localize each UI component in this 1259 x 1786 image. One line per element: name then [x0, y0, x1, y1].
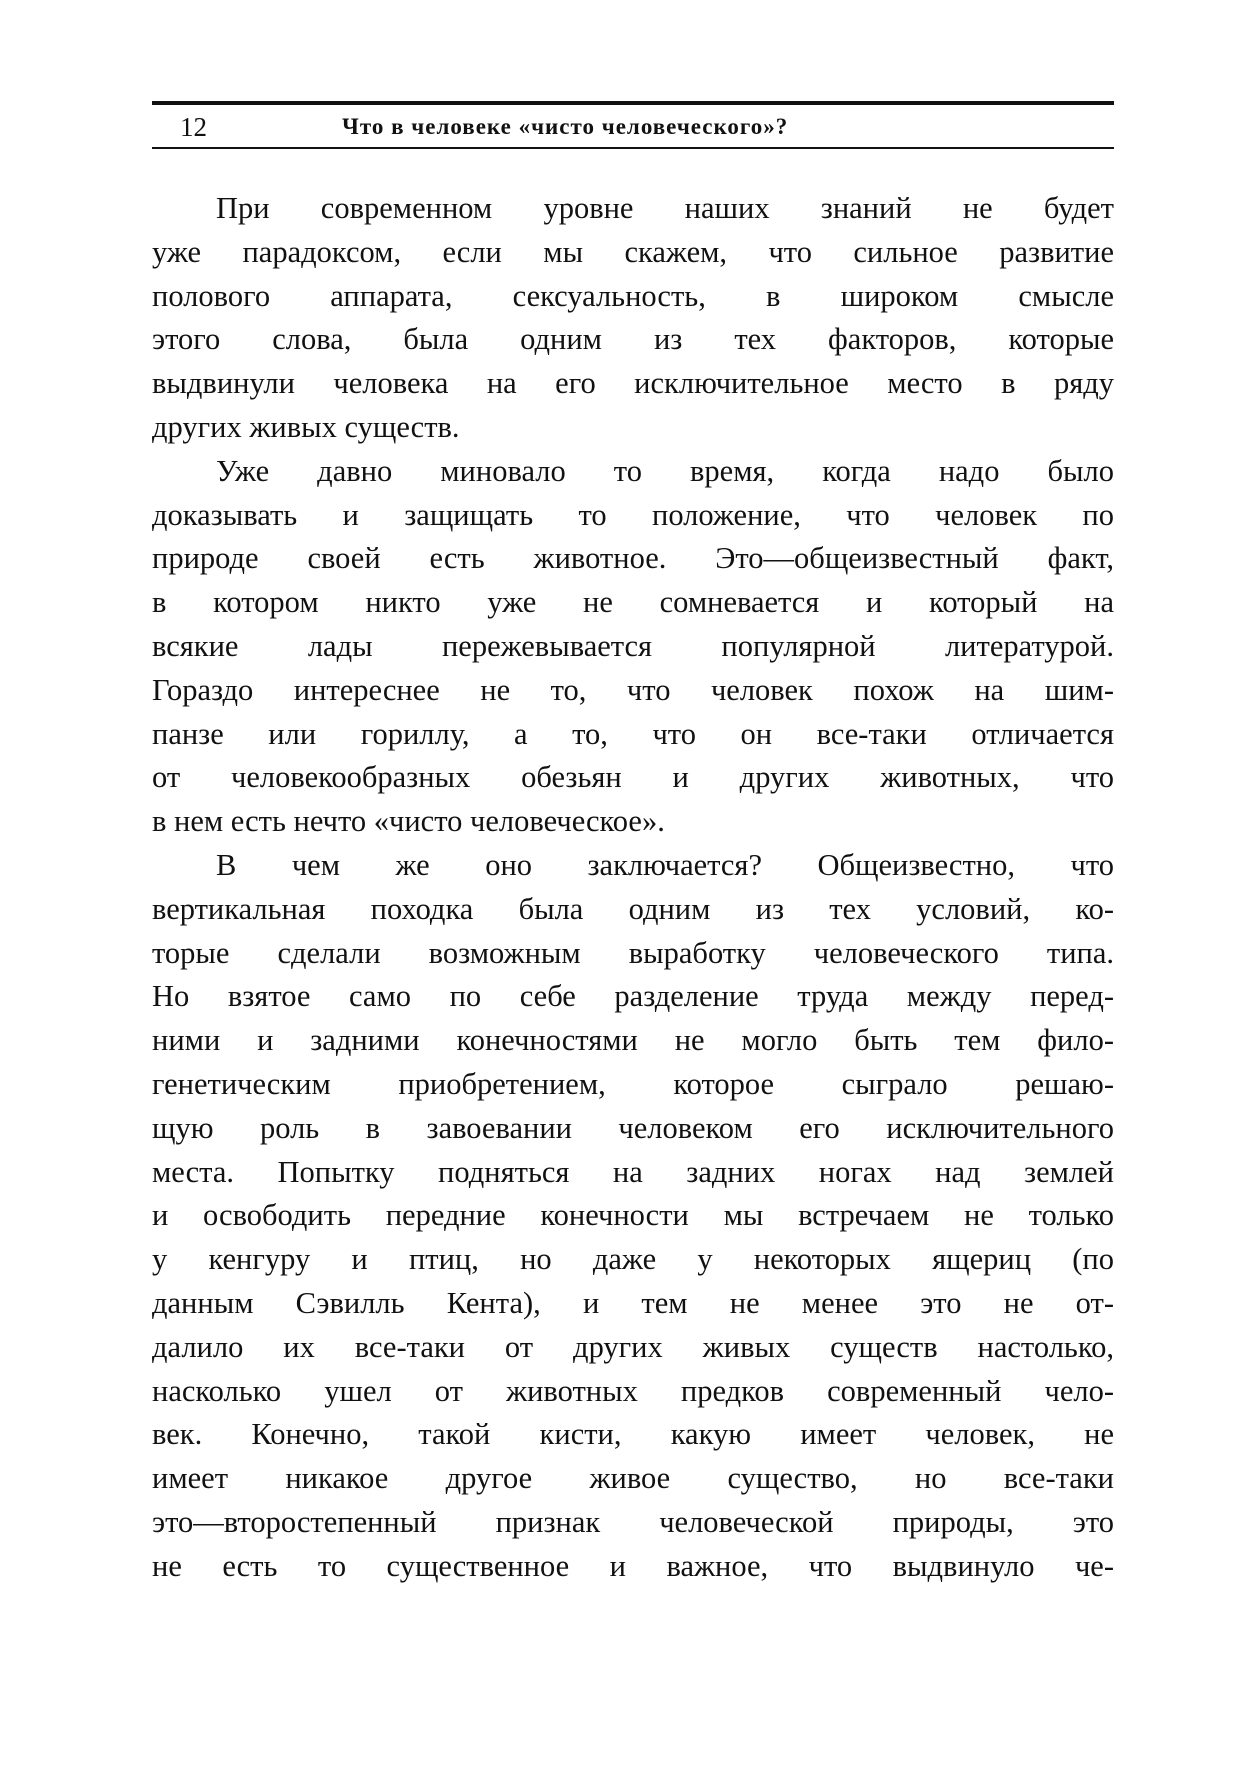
text-line: и освободить передние конечности мы встречаем не только	[152, 1198, 1114, 1233]
text-line: вертикальная походка была одним из тех условий, ко-	[152, 891, 1114, 926]
text-line: ними и задними конечностями не могло быть тем фило-	[152, 1023, 1114, 1058]
text-line: в котором никто уже не сомневается и который на	[152, 585, 1114, 620]
text-line: всякие лады пережевывается популярной литературой.	[152, 628, 1114, 663]
text-line: щую роль в завоевании человеком его исключительного	[152, 1110, 1114, 1145]
text-line: торые сделали возможным выработку человеческого типа.	[152, 935, 1114, 970]
text-line: данным Сэвилль Кента), и тем не менее это не от-	[152, 1285, 1114, 1320]
text-line: насколько ушел от животных предков современный чело-	[152, 1373, 1114, 1408]
text-line: этого слова, была одним из тех факторов, которые	[152, 322, 1114, 357]
text-line: Но взятое само по себе разделение труда между перед-	[152, 979, 1114, 1014]
page-number: 12	[180, 112, 207, 142]
text-line: век. Конечно, такой кисти, какую имеет человек, не	[152, 1417, 1114, 1452]
text-line: панзе или гориллу, а то, что он все-таки отличается	[152, 716, 1114, 751]
text-line: В чем же оно заключается? Общеизвестно, что	[216, 847, 1114, 882]
text-line: других живых существ.	[152, 409, 460, 444]
text-line: далило их все-таки от других живых существ настолько,	[152, 1329, 1114, 1364]
text-line: Гораздо интереснее не то, что человек похож на шим-	[152, 672, 1114, 707]
text-line: природе своей есть животное. Это—общеизвестный факт,	[152, 541, 1114, 576]
text-line: от человекообразных обезьян и других животных, что	[152, 760, 1114, 795]
text-line: уже парадоксом, если мы скажем, что сильное развитие	[152, 234, 1114, 269]
running-head-title: Что в человеке «чисто человеческого»?	[342, 114, 789, 139]
body-text	[152, 187, 1114, 1589]
text-line: генетическим приобретением, которое сыграло решаю-	[152, 1066, 1114, 1101]
text-line: При современном уровне наших знаний не будет	[216, 191, 1114, 225]
text-line: выдвинули человека на его исключительное место в ряду	[152, 366, 1114, 401]
text-line: это—второстепенный признак человеческой природы, это	[152, 1504, 1114, 1539]
running-head	[152, 108, 1114, 146]
text-line: полового аппарата, сексуальность, в широком смысле	[152, 278, 1114, 313]
text-line: имеет никакое другое живое существо, но все-таки	[152, 1461, 1114, 1496]
text-line: Уже давно миновало то время, когда надо было	[216, 453, 1114, 488]
text-line: доказывать и защищать то положение, что человек по	[152, 497, 1114, 532]
text-line: не есть то существенное и важное, что выдвинуло че-	[152, 1548, 1114, 1583]
text-line: в нем есть нечто «чисто человеческое».	[152, 804, 665, 839]
text-line: места. Попытку подняться на задних ногах над землей	[152, 1154, 1114, 1189]
text-line: у кенгуру и птиц, но даже у некоторых ящериц (по	[152, 1242, 1114, 1277]
header-rule-top	[152, 101, 1114, 105]
header-rule-bottom	[152, 147, 1114, 149]
